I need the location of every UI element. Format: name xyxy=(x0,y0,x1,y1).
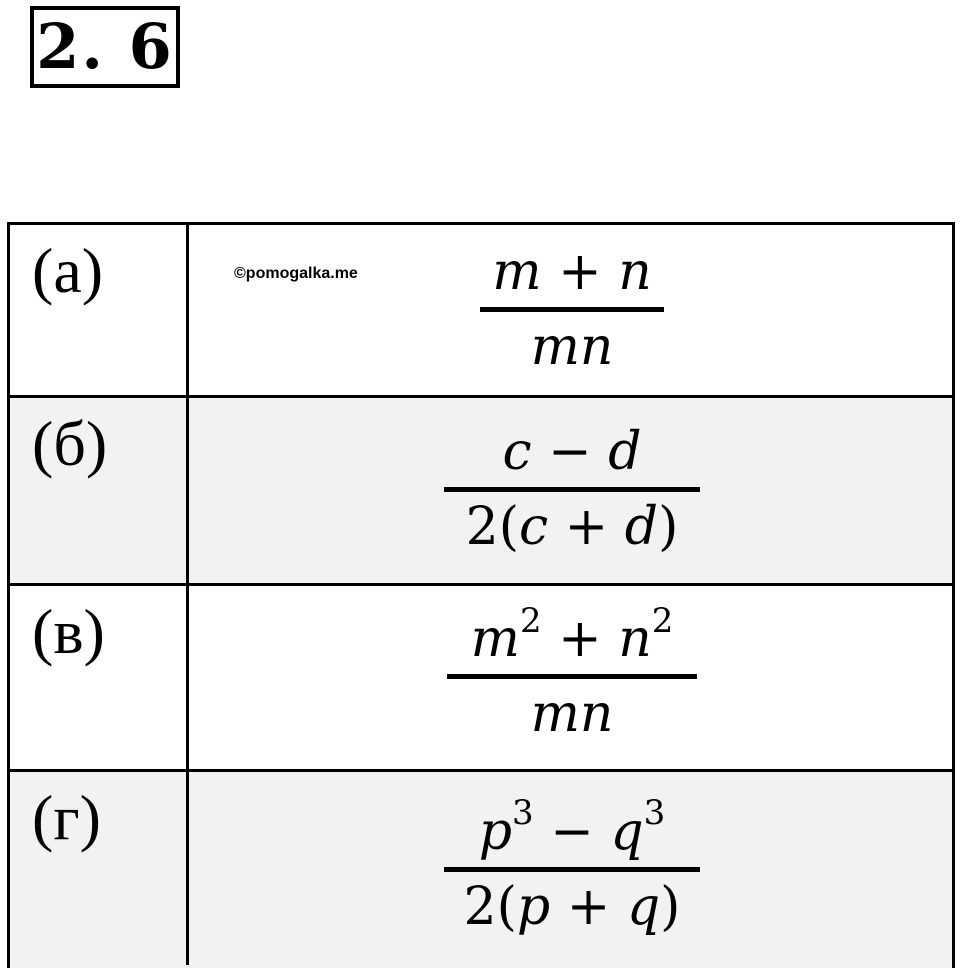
row-label-g: (г) xyxy=(32,782,101,853)
den-b-operator: + xyxy=(564,497,609,557)
row-label-b: (б) xyxy=(32,408,108,479)
num-v-term2-exponent: 2 xyxy=(651,600,674,641)
den-b-close-paren: ) xyxy=(658,497,679,557)
fraction-bar-g xyxy=(444,867,700,872)
num-v-term1-exponent: 2 xyxy=(519,600,542,641)
num-v-term2: n xyxy=(618,609,652,670)
num-v-term1: m xyxy=(470,609,520,670)
den-g-close-paren: ) xyxy=(660,876,681,937)
denominator-a: mn xyxy=(530,316,614,377)
den-g-coef: 2 xyxy=(463,876,497,937)
num-g-term2: q xyxy=(610,801,644,862)
denominator-g xyxy=(460,878,685,938)
column-divider xyxy=(186,225,189,965)
den-b-term2: d xyxy=(624,497,659,557)
den-b-open-paren: ( xyxy=(498,497,520,557)
problem-number: 2. 6 xyxy=(30,6,180,88)
den-g-term2: q xyxy=(626,876,661,937)
table-row-a xyxy=(10,225,952,395)
den-g-open-paren: ( xyxy=(496,876,517,937)
numerator-g xyxy=(475,793,670,863)
num-v-operator: + xyxy=(558,609,602,670)
num-g-operator: − xyxy=(550,801,594,862)
numerator-b xyxy=(498,423,645,483)
den-g-term1: p xyxy=(516,876,551,937)
num-b-term1: c xyxy=(502,422,532,483)
denominator-b xyxy=(462,498,683,558)
fraction-bar-v xyxy=(447,674,697,679)
watermark: ©pomogalka.me xyxy=(234,265,358,282)
num-b-operator: − xyxy=(548,422,592,483)
denominator-v: mn xyxy=(530,684,614,744)
den-b-term1: c xyxy=(519,497,549,557)
table-row-v xyxy=(10,583,952,769)
num-g-term1-exponent: 3 xyxy=(512,793,534,834)
answer-table xyxy=(7,222,955,968)
fraction-b xyxy=(192,398,952,583)
fraction-bar-a xyxy=(480,307,664,312)
fraction-a xyxy=(192,225,952,395)
num-g-term1: p xyxy=(478,801,513,862)
numerator-v xyxy=(467,600,678,670)
den-g-operator: + xyxy=(566,876,611,937)
num-b-term2: d xyxy=(608,422,642,483)
den-b-coef: 2 xyxy=(465,497,499,557)
table-row-g xyxy=(10,769,952,968)
row-label-v: (в) xyxy=(32,596,105,667)
num-a-term1: m xyxy=(492,241,542,302)
fraction-v xyxy=(192,586,952,769)
table-row-b xyxy=(10,395,952,583)
fraction-g xyxy=(192,772,952,968)
fraction-bar-b xyxy=(444,487,700,492)
row-label-a: (а) xyxy=(32,235,104,306)
numerator-a xyxy=(488,243,655,303)
num-a-operator: + xyxy=(558,241,602,302)
num-a-term2: n xyxy=(618,241,652,302)
num-g-term2-exponent: 3 xyxy=(643,793,666,834)
